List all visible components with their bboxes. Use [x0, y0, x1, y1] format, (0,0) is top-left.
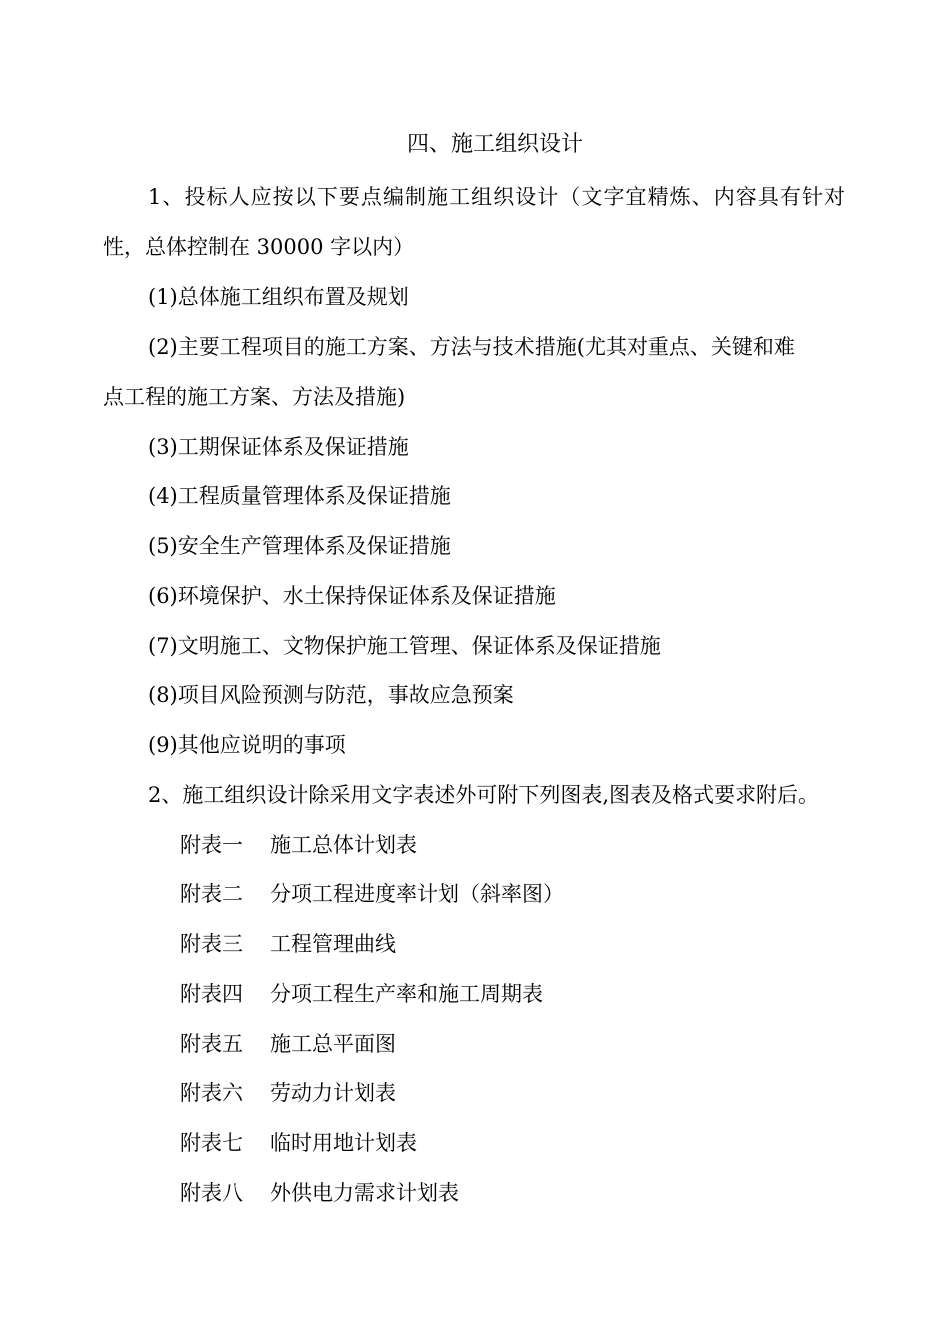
list-item: (3)工期保证体系及保证措施 — [148, 435, 409, 459]
list-item: (7)文明施工、文物保护施工管理、保证体系及保证措施 — [148, 634, 661, 658]
page-title: 四、施工组织设计 — [406, 132, 583, 157]
annex-label: 附表五 — [180, 1032, 243, 1056]
list-item: (2)主要工程项目的施工方案、方法与技术措施(尤其对重点、关键和难 — [148, 335, 795, 359]
annex-name: 外供电力需求计划表 — [270, 1181, 459, 1205]
annex-label: 附表八 — [180, 1181, 243, 1205]
annex-name: 临时用地计划表 — [270, 1131, 417, 1155]
intro-paragraph: 1、投标人应按以下要点编制施工组织设计（文字宜精炼、内容具有针对性，总体控制在 30000 字以内） — [103, 185, 845, 259]
annex-label: 附表一 — [180, 833, 243, 857]
annex-name: 施工总体计划表 — [270, 833, 417, 857]
annex-item — [180, 979, 543, 1009]
annex-label: 附表六 — [180, 1081, 243, 1105]
annex-item — [180, 929, 396, 959]
annex-name: 分项工程生产率和施工周期表 — [270, 982, 543, 1006]
annex-item — [180, 830, 417, 860]
list-item: (1)总体施工组织布置及规划 — [148, 285, 409, 309]
annex-item — [180, 1078, 396, 1108]
annex-label: 附表二 — [180, 882, 243, 906]
annex-item — [180, 1128, 417, 1158]
annex-item — [180, 879, 564, 909]
annex-name: 分项工程进度率计划（斜率图） — [270, 882, 564, 906]
list-item: (8)项目风险预测与防范，事故应急预案 — [148, 683, 514, 707]
list-item: (6)环境保护、水土保持保证体系及保证措施 — [148, 584, 556, 608]
section-2-paragraph: 2、施工组织设计除采用文字表述外可附下列图表,图表及格式要求附后。 — [148, 783, 820, 807]
annex-name: 施工总平面图 — [270, 1032, 396, 1056]
list-item: (9)其他应说明的事项 — [148, 733, 346, 757]
list-item-continuation: 点工程的施工方案、方法及措施) — [103, 385, 406, 409]
list-item: (4)工程质量管理体系及保证措施 — [148, 484, 451, 508]
annex-name: 工程管理曲线 — [270, 932, 396, 956]
annex-name: 劳动力计划表 — [270, 1081, 396, 1105]
annex-item — [180, 1178, 459, 1208]
annex-label: 附表四 — [180, 982, 243, 1006]
annex-label: 附表三 — [180, 932, 243, 956]
annex-label: 附表七 — [180, 1131, 243, 1155]
list-item: (5)安全生产管理体系及保证措施 — [148, 534, 451, 558]
annex-item — [180, 1029, 396, 1059]
